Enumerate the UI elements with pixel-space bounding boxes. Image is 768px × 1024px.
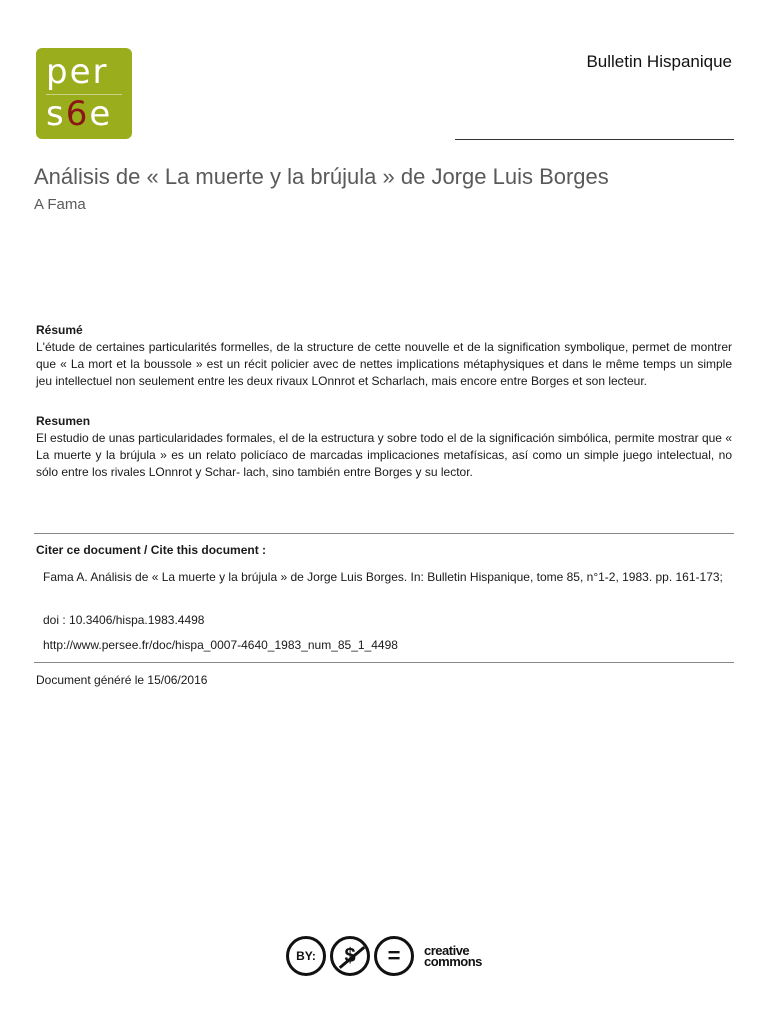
generated-date: Document généré le 15/06/2016 xyxy=(36,673,208,687)
resume-section xyxy=(36,322,732,390)
citation-url-link[interactable]: http://www.persee.fr/doc/hispa_0007-4640_1983_num_85_1_4498 xyxy=(43,638,398,652)
header-divider xyxy=(455,139,734,140)
cite-top-divider xyxy=(34,533,734,534)
logo-line-1: per xyxy=(46,52,109,92)
persee-logo[interactable] xyxy=(36,48,132,139)
article-author: A Fama xyxy=(34,196,86,213)
logo-line-2: s6e xyxy=(46,94,113,134)
resumen-section xyxy=(36,413,732,481)
resumen-text: El estudio de unas particularidades formales, el de la estructura y sobre todo el de la significación simbólica, permite mostrar que « La muerte y la brújula » es un relato policíaco de marcadas implicaciones metafísicas, así como un simple juego intelectual, no sólo entre los rivales LOnnrot y Schar- lach, sino también entre Borges y su lector. xyxy=(36,431,732,479)
cc-noncommercial-icon: $ xyxy=(330,936,370,976)
article-title: Análisis de « La muerte y la brújula » de Jorge Luis Borges xyxy=(34,164,609,189)
cc-noderivs-icon: = xyxy=(374,936,414,976)
journal-name: Bulletin Hispanique xyxy=(586,52,732,71)
cc-wordmark: creative commons xyxy=(424,943,482,969)
cite-bottom-divider xyxy=(34,662,734,663)
citation-reference: Fama A. Análisis de « La muerte y la brújula » de Jorge Luis Borges. In: Bulletin Hispanique, tome 85, n°1-2, 1983. pp. 161-173; xyxy=(43,570,723,584)
cc-by-icon: BY: xyxy=(286,936,326,976)
citation-doi[interactable]: doi : 10.3406/hispa.1983.4498 xyxy=(43,613,205,627)
resume-text: L'étude de certaines particularités formelles, de la structure de cette nouvelle et de la signification symbolique, permet de montrer que « La mort et la boussole » est un récit policier avec de nettes implications métaphysiques et dans le même temps un simple jeu intellectuel non seulement entre les deux rivaux LOnnrot et Scharlach, mais encore entre Borges et son lecteur. xyxy=(36,340,732,388)
cite-heading: Citer ce document / Cite this document : xyxy=(36,543,267,557)
resume-heading: Résumé xyxy=(36,323,83,337)
creative-commons-license[interactable] xyxy=(286,936,482,976)
resumen-heading: Resumen xyxy=(36,414,91,428)
